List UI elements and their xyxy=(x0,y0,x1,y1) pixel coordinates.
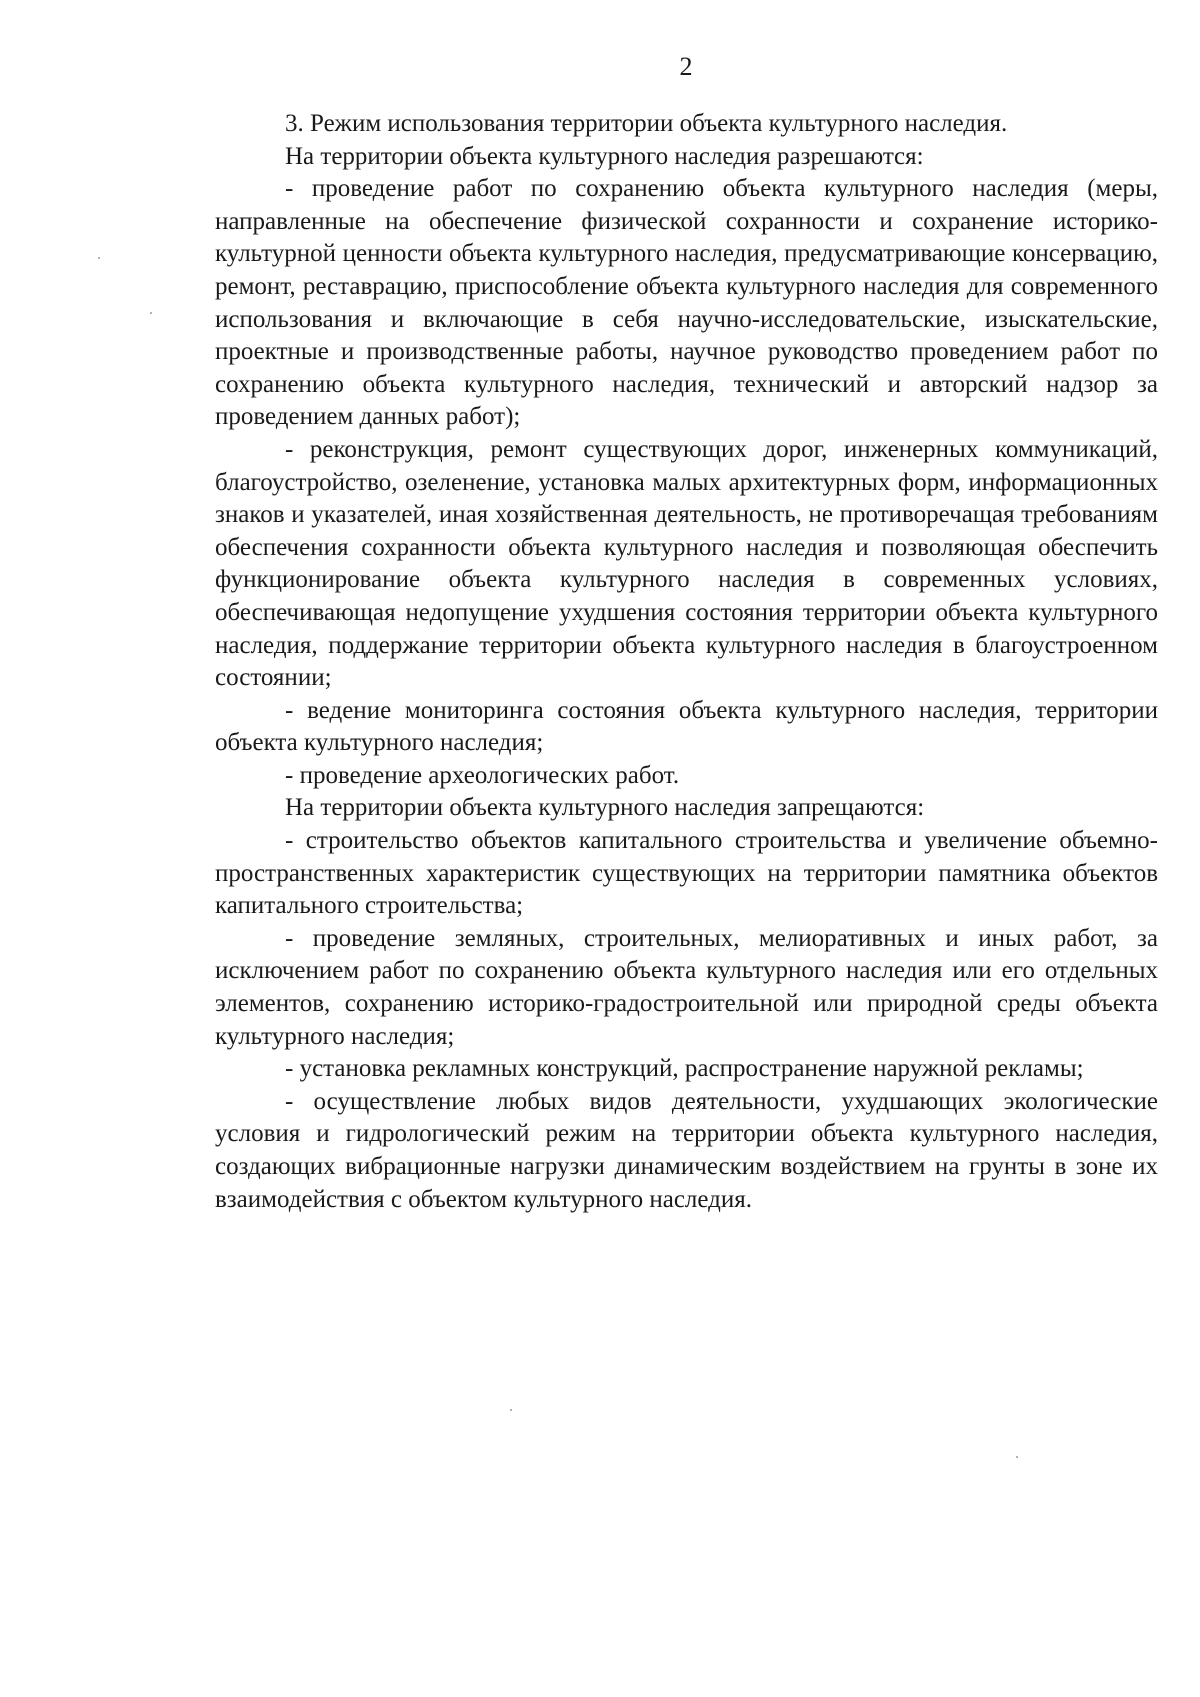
permitted-intro: На территории объекта культурного наследия разрешаются: xyxy=(285,142,924,170)
section-heading: 3. Режим использования территории объекта культурного наследия. xyxy=(285,110,1008,137)
scan-speck xyxy=(150,312,152,314)
permitted-item: - ведение мониторинга состояния объекта культурного наследия, территории объекта культурного наследия; xyxy=(215,696,1158,757)
document-body xyxy=(215,108,1158,1216)
permitted-item: - реконструкция, ремонт существующих дорог, инженерных коммуникаций, благоустройство, озеленение, установка малых архитектурных форм, информационных знаков и указателей, иная хозяйственная деятельность, не противоречащая требованиям обеспечения сохранности объекта культурного наследия и позволяющая обеспечить функционирование объекта культурного наследия в современных условиях, обеспечивающая недопущение ухудшения состояния территории объекта культурного наследия, поддержание территории объекта культурного наследия в благоустроенном состоянии; xyxy=(215,435,1158,692)
scan-speck xyxy=(510,1409,512,1411)
prohibited-intro: На территории объекта культурного наследия запрещаются: xyxy=(285,794,925,822)
prohibited-item: - установка рекламных конструкций, распространение наружной рекламы; xyxy=(285,1055,1084,1083)
permitted-item: - проведение работ по сохранению объекта культурного наследия (меры, направленные на обеспечение физической сохранности и сохранение историко-культурной ценности объекта культурного наследия, предусматривающие консервацию, ремонт, реставрацию, приспособление объекта культурного наследия для современного использования и включающие в себя научно-исследовательские, изыскательские, проектные и производственные работы, научное руководство проведением работ по сохранению объекта культурного наследия, технический и авторский надзор за проведением данных работ); xyxy=(215,175,1158,431)
prohibited-item: - строительство объектов капитального строительства и увеличение объемно-пространственных характеристик существующих на территории памятника объектов капитального строительства; xyxy=(215,827,1158,920)
page-number: 2 xyxy=(679,52,693,81)
permitted-item: - проведение археологических работ. xyxy=(285,761,680,789)
scan-speck xyxy=(98,257,100,259)
prohibited-item: - проведение земляных, строительных, мелиоративных и иных работ, за исключением работ по сохранению объекта культурного наследия или его отдельных элементов, сохранению историко-градостроительной или природной среды объекта культурного наследия; xyxy=(215,924,1158,1050)
scan-speck xyxy=(1016,1456,1018,1458)
prohibited-item: - осуществление любых видов деятельности, ухудшающих экологические условия и гидрологический режим на территории объекта культурного наследия, создающих вибрационные нагрузки динамическим воздействием на грунты в зоне их взаимодействия с объектом культурного наследия. xyxy=(215,1087,1158,1213)
